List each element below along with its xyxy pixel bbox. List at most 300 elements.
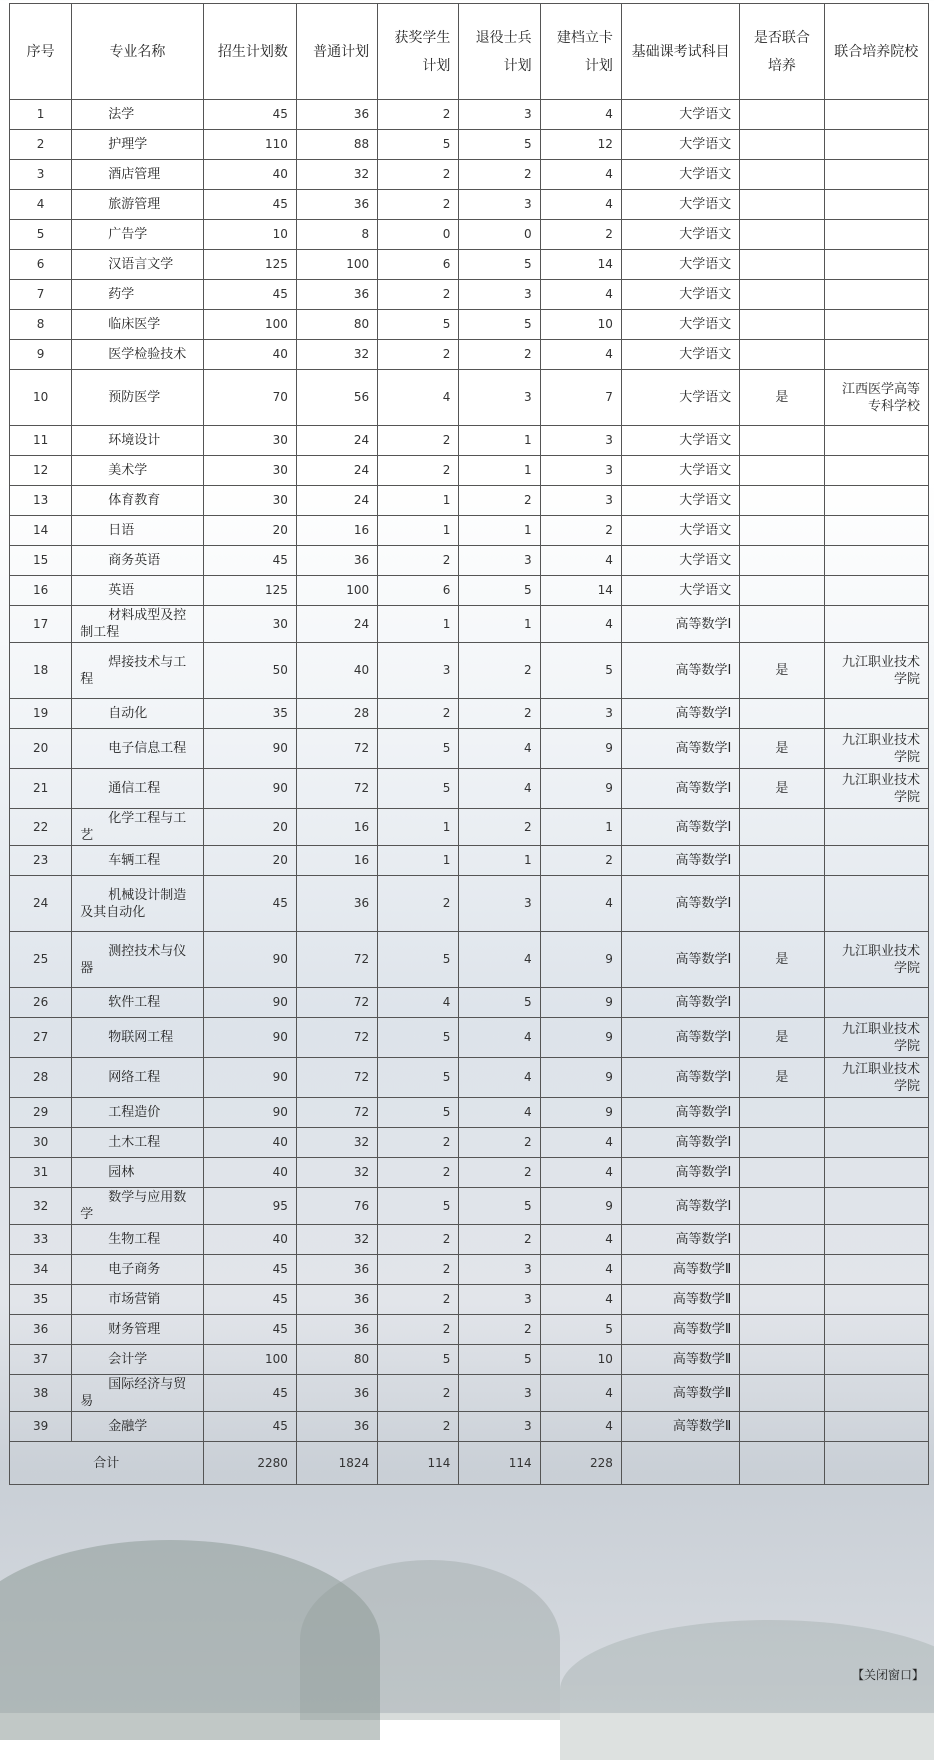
award-plan: 2 (378, 1128, 459, 1158)
exam-subject: 高等数学Ⅰ (621, 1098, 739, 1128)
partner-school (824, 280, 928, 310)
exam-subject: 高等数学Ⅰ (621, 1058, 739, 1098)
joint-training (740, 1345, 824, 1375)
major-name: 法学 (72, 100, 203, 130)
veteran-plan: 2 (459, 1225, 540, 1255)
partner-school (824, 1315, 928, 1345)
veteran-plan: 2 (459, 486, 540, 516)
header-total: 招生计划数 (203, 4, 296, 100)
joint-training (740, 876, 824, 932)
veteran-plan: 2 (459, 160, 540, 190)
major-name: 日语 (72, 516, 203, 546)
general-plan: 28 (296, 699, 377, 729)
award-plan: 2 (378, 340, 459, 370)
veteran-sum: 114 (459, 1442, 540, 1485)
poor-plan: 10 (540, 310, 621, 340)
total-school-cell (824, 1442, 928, 1485)
table-row (10, 988, 929, 1018)
close-window-link[interactable]: 【关闭窗口】 (851, 1668, 924, 1682)
table-row (10, 809, 929, 846)
joint-training (740, 250, 824, 280)
award-plan: 2 (378, 1225, 459, 1255)
exam-subject: 大学语文 (621, 310, 739, 340)
exam-subject: 大学语文 (621, 486, 739, 516)
joint-training: 是 (740, 729, 824, 769)
table-row (10, 606, 929, 643)
table-row (10, 1098, 929, 1128)
total-plan: 50 (203, 643, 296, 699)
total-plan: 45 (203, 1412, 296, 1442)
exam-subject: 大学语文 (621, 130, 739, 160)
total-plan: 30 (203, 426, 296, 456)
veteran-plan: 4 (459, 932, 540, 988)
total-plan: 30 (203, 606, 296, 643)
poor-plan: 4 (540, 1375, 621, 1412)
row-no: 20 (10, 729, 72, 769)
background-hill (560, 1620, 934, 1760)
exam-subject: 高等数学Ⅰ (621, 846, 739, 876)
row-no: 23 (10, 846, 72, 876)
total-plan: 90 (203, 1058, 296, 1098)
total-plan: 100 (203, 1345, 296, 1375)
general-plan: 24 (296, 486, 377, 516)
row-no: 12 (10, 456, 72, 486)
award-plan: 2 (378, 100, 459, 130)
row-no: 14 (10, 516, 72, 546)
row-no: 1 (10, 100, 72, 130)
general-plan: 36 (296, 190, 377, 220)
veteran-plan: 5 (459, 1345, 540, 1375)
award-plan: 1 (378, 809, 459, 846)
table-row (10, 876, 929, 932)
major-name: 电子信息工程 (72, 729, 203, 769)
table-row (10, 486, 929, 516)
poor-sum: 228 (540, 1442, 621, 1485)
partner-school (824, 1412, 928, 1442)
poor-plan: 4 (540, 100, 621, 130)
table-row (10, 1285, 929, 1315)
partner-school (824, 809, 928, 846)
general-plan: 72 (296, 729, 377, 769)
table-row (10, 1158, 929, 1188)
table-row (10, 1225, 929, 1255)
total-plan: 100 (203, 310, 296, 340)
exam-subject: 高等数学Ⅰ (621, 1018, 739, 1058)
total-plan: 70 (203, 370, 296, 426)
total-plan: 45 (203, 1285, 296, 1315)
total-plan: 45 (203, 876, 296, 932)
general-plan: 100 (296, 576, 377, 606)
general-plan: 72 (296, 1098, 377, 1128)
row-no: 25 (10, 932, 72, 988)
table-row (10, 643, 929, 699)
exam-subject: 高等数学Ⅰ (621, 729, 739, 769)
table-row (10, 310, 929, 340)
total-plan: 20 (203, 809, 296, 846)
table-row (10, 1375, 929, 1412)
veteran-plan: 3 (459, 280, 540, 310)
joint-training (740, 100, 824, 130)
award-plan: 5 (378, 1345, 459, 1375)
poor-plan: 14 (540, 250, 621, 280)
total-plan: 20 (203, 846, 296, 876)
table-row (10, 1018, 929, 1058)
joint-training (740, 1412, 824, 1442)
veteran-plan: 0 (459, 220, 540, 250)
total-plan: 90 (203, 729, 296, 769)
header-general: 普通计划 (296, 4, 377, 100)
table-row (10, 699, 929, 729)
poor-plan: 3 (540, 486, 621, 516)
exam-subject: 大学语文 (621, 426, 739, 456)
major-name: 临床医学 (72, 310, 203, 340)
partner-school (824, 220, 928, 250)
award-plan: 5 (378, 1058, 459, 1098)
table-row (10, 340, 929, 370)
joint-training (740, 456, 824, 486)
general-plan: 72 (296, 1058, 377, 1098)
exam-subject: 高等数学Ⅰ (621, 606, 739, 643)
total-plan: 40 (203, 1225, 296, 1255)
general-plan: 72 (296, 988, 377, 1018)
table-row (10, 160, 929, 190)
row-no: 30 (10, 1128, 72, 1158)
major-name: 车辆工程 (72, 846, 203, 876)
veteran-plan: 1 (459, 516, 540, 546)
exam-subject: 大学语文 (621, 220, 739, 250)
veteran-plan: 1 (459, 456, 540, 486)
joint-training (740, 426, 824, 456)
general-plan: 76 (296, 1188, 377, 1225)
veteran-plan: 2 (459, 809, 540, 846)
total-plan: 90 (203, 988, 296, 1018)
table-row (10, 546, 929, 576)
general-plan: 40 (296, 643, 377, 699)
poor-plan: 4 (540, 1285, 621, 1315)
veteran-plan: 4 (459, 1098, 540, 1128)
total-plan: 40 (203, 160, 296, 190)
general-sum: 1824 (296, 1442, 377, 1485)
veteran-plan: 5 (459, 576, 540, 606)
row-no: 28 (10, 1058, 72, 1098)
major-name: 会计学 (72, 1345, 203, 1375)
partner-school (824, 426, 928, 456)
joint-training (740, 846, 824, 876)
joint-training (740, 160, 824, 190)
partner-school (824, 486, 928, 516)
award-plan: 2 (378, 1315, 459, 1345)
award-plan: 2 (378, 1285, 459, 1315)
veteran-plan: 4 (459, 769, 540, 809)
joint-training (740, 340, 824, 370)
award-plan: 2 (378, 1375, 459, 1412)
partner-school (824, 699, 928, 729)
veteran-plan: 1 (459, 606, 540, 643)
exam-subject: 高等数学Ⅱ (621, 1315, 739, 1345)
major-name: 旅游管理 (72, 190, 203, 220)
veteran-plan: 3 (459, 1375, 540, 1412)
partner-school (824, 130, 928, 160)
exam-subject: 高等数学Ⅰ (621, 876, 739, 932)
major-name: 通信工程 (72, 769, 203, 809)
joint-training (740, 546, 824, 576)
exam-subject: 高等数学Ⅱ (621, 1345, 739, 1375)
exam-subject: 高等数学Ⅰ (621, 1158, 739, 1188)
table-row (10, 1345, 929, 1375)
partner-school (824, 310, 928, 340)
row-no: 7 (10, 280, 72, 310)
veteran-plan: 4 (459, 729, 540, 769)
major-name: 数学与应用数学 (72, 1188, 203, 1225)
exam-subject: 高等数学Ⅱ (621, 1375, 739, 1412)
veteran-plan: 2 (459, 1315, 540, 1345)
veteran-plan: 3 (459, 546, 540, 576)
exam-subject: 高等数学Ⅱ (621, 1412, 739, 1442)
joint-training: 是 (740, 643, 824, 699)
table-row (10, 1128, 929, 1158)
exam-subject: 大学语文 (621, 456, 739, 486)
major-name: 市场营销 (72, 1285, 203, 1315)
total-plan: 10 (203, 220, 296, 250)
partner-school (824, 160, 928, 190)
veteran-plan: 1 (459, 846, 540, 876)
partner-school: 九江职业技术学院 (824, 1018, 928, 1058)
award-plan: 1 (378, 486, 459, 516)
table-row (10, 130, 929, 160)
total-plan: 45 (203, 1375, 296, 1412)
poor-plan: 9 (540, 729, 621, 769)
header-subject: 基础课考试科目 (621, 4, 739, 100)
joint-training (740, 1098, 824, 1128)
exam-subject: 大学语文 (621, 340, 739, 370)
partner-school (824, 1375, 928, 1412)
veteran-plan: 4 (459, 1018, 540, 1058)
joint-training (740, 130, 824, 160)
exam-subject: 高等数学Ⅰ (621, 1188, 739, 1225)
poor-plan: 9 (540, 988, 621, 1018)
poor-plan: 9 (540, 1018, 621, 1058)
header-row (10, 4, 929, 100)
partner-school (824, 576, 928, 606)
row-no: 27 (10, 1018, 72, 1058)
veteran-plan: 3 (459, 1285, 540, 1315)
exam-subject: 大学语文 (621, 100, 739, 130)
major-name: 测控技术与仪器 (72, 932, 203, 988)
general-plan: 80 (296, 1345, 377, 1375)
veteran-plan: 3 (459, 100, 540, 130)
award-plan: 1 (378, 846, 459, 876)
general-plan: 8 (296, 220, 377, 250)
poor-plan: 4 (540, 606, 621, 643)
award-plan: 6 (378, 250, 459, 280)
poor-plan: 2 (540, 516, 621, 546)
major-name: 环境设计 (72, 426, 203, 456)
header-major: 专业名称 (72, 4, 203, 100)
enrollment-plan-table (9, 3, 929, 1485)
major-name: 财务管理 (72, 1315, 203, 1345)
header-school: 联合培养院校 (824, 4, 928, 100)
major-name: 物联网工程 (72, 1018, 203, 1058)
poor-plan: 3 (540, 426, 621, 456)
table-row (10, 100, 929, 130)
general-plan: 36 (296, 100, 377, 130)
exam-subject: 大学语文 (621, 546, 739, 576)
table-row (10, 370, 929, 426)
major-name: 广告学 (72, 220, 203, 250)
joint-training (740, 1285, 824, 1315)
row-no: 22 (10, 809, 72, 846)
poor-plan: 14 (540, 576, 621, 606)
row-no: 33 (10, 1225, 72, 1255)
total-joint-cell (740, 1442, 824, 1485)
partner-school: 九江职业技术学院 (824, 643, 928, 699)
partner-school: 江西医学高等专科学校 (824, 370, 928, 426)
joint-training (740, 809, 824, 846)
total-plan: 45 (203, 100, 296, 130)
major-name: 园林 (72, 1158, 203, 1188)
general-plan: 36 (296, 1315, 377, 1345)
general-plan: 72 (296, 1018, 377, 1058)
major-name: 商务英语 (72, 546, 203, 576)
award-plan: 5 (378, 1188, 459, 1225)
partner-school: 九江职业技术学院 (824, 769, 928, 809)
general-plan: 24 (296, 456, 377, 486)
exam-subject: 高等数学Ⅱ (621, 1285, 739, 1315)
major-name: 英语 (72, 576, 203, 606)
table-row (10, 1058, 929, 1098)
header-joint: 是否联合培养 (740, 4, 824, 100)
row-no: 29 (10, 1098, 72, 1128)
award-plan: 2 (378, 1158, 459, 1188)
poor-plan: 9 (540, 1058, 621, 1098)
total-plan: 30 (203, 456, 296, 486)
partner-school (824, 1255, 928, 1285)
total-sum: 2280 (203, 1442, 296, 1485)
row-no: 19 (10, 699, 72, 729)
exam-subject: 高等数学Ⅰ (621, 699, 739, 729)
general-plan: 36 (296, 280, 377, 310)
general-plan: 72 (296, 932, 377, 988)
general-plan: 100 (296, 250, 377, 280)
total-plan: 90 (203, 1018, 296, 1058)
exam-subject: 高等数学Ⅰ (621, 643, 739, 699)
total-plan: 110 (203, 130, 296, 160)
joint-training (740, 190, 824, 220)
general-plan: 36 (296, 1255, 377, 1285)
award-plan: 4 (378, 370, 459, 426)
poor-plan: 4 (540, 876, 621, 932)
award-plan: 2 (378, 876, 459, 932)
major-name: 自动化 (72, 699, 203, 729)
poor-plan: 4 (540, 160, 621, 190)
exam-subject: 高等数学Ⅰ (621, 932, 739, 988)
poor-plan: 4 (540, 1128, 621, 1158)
general-plan: 16 (296, 846, 377, 876)
veteran-plan: 1 (459, 426, 540, 456)
total-plan: 45 (203, 1315, 296, 1345)
major-name: 体育教育 (72, 486, 203, 516)
general-plan: 32 (296, 160, 377, 190)
general-plan: 72 (296, 769, 377, 809)
partner-school: 九江职业技术学院 (824, 932, 928, 988)
joint-training: 是 (740, 370, 824, 426)
award-plan: 2 (378, 699, 459, 729)
veteran-plan: 4 (459, 1058, 540, 1098)
exam-subject: 高等数学Ⅱ (621, 1255, 739, 1285)
partner-school (824, 1285, 928, 1315)
joint-training: 是 (740, 1058, 824, 1098)
row-no: 3 (10, 160, 72, 190)
row-no: 17 (10, 606, 72, 643)
table-row (10, 1255, 929, 1285)
poor-plan: 4 (540, 340, 621, 370)
award-sum: 114 (378, 1442, 459, 1485)
table-row (10, 456, 929, 486)
total-plan: 40 (203, 1158, 296, 1188)
row-no: 32 (10, 1188, 72, 1225)
partner-school (824, 846, 928, 876)
table-row (10, 190, 929, 220)
major-name: 汉语言文学 (72, 250, 203, 280)
joint-training (740, 1315, 824, 1345)
major-name: 电子商务 (72, 1255, 203, 1285)
major-name: 土木工程 (72, 1128, 203, 1158)
joint-training (740, 988, 824, 1018)
total-plan: 45 (203, 190, 296, 220)
award-plan: 6 (378, 576, 459, 606)
joint-training (740, 310, 824, 340)
award-plan: 0 (378, 220, 459, 250)
joint-training (740, 1225, 824, 1255)
partner-school (824, 1225, 928, 1255)
row-no: 13 (10, 486, 72, 516)
veteran-plan: 3 (459, 876, 540, 932)
partner-school (824, 546, 928, 576)
total-plan: 35 (203, 699, 296, 729)
major-name: 工程造价 (72, 1098, 203, 1128)
major-name: 药学 (72, 280, 203, 310)
partner-school (824, 1128, 928, 1158)
award-plan: 5 (378, 932, 459, 988)
general-plan: 32 (296, 1158, 377, 1188)
major-name: 国际经济与贸易 (72, 1375, 203, 1412)
exam-subject: 高等数学Ⅰ (621, 769, 739, 809)
row-no: 21 (10, 769, 72, 809)
veteran-plan: 5 (459, 250, 540, 280)
award-plan: 5 (378, 1018, 459, 1058)
major-name: 护理学 (72, 130, 203, 160)
partner-school (824, 1158, 928, 1188)
total-plan: 125 (203, 250, 296, 280)
table-row (10, 516, 929, 546)
row-no: 11 (10, 426, 72, 456)
award-plan: 2 (378, 546, 459, 576)
veteran-plan: 3 (459, 190, 540, 220)
major-name: 酒店管理 (72, 160, 203, 190)
award-plan: 2 (378, 426, 459, 456)
joint-training (740, 699, 824, 729)
general-plan: 24 (296, 606, 377, 643)
row-no: 39 (10, 1412, 72, 1442)
row-no: 34 (10, 1255, 72, 1285)
joint-training (740, 280, 824, 310)
poor-plan: 4 (540, 546, 621, 576)
table-row (10, 729, 929, 769)
joint-training (740, 220, 824, 250)
major-name: 软件工程 (72, 988, 203, 1018)
table-row (10, 932, 929, 988)
award-plan: 5 (378, 769, 459, 809)
